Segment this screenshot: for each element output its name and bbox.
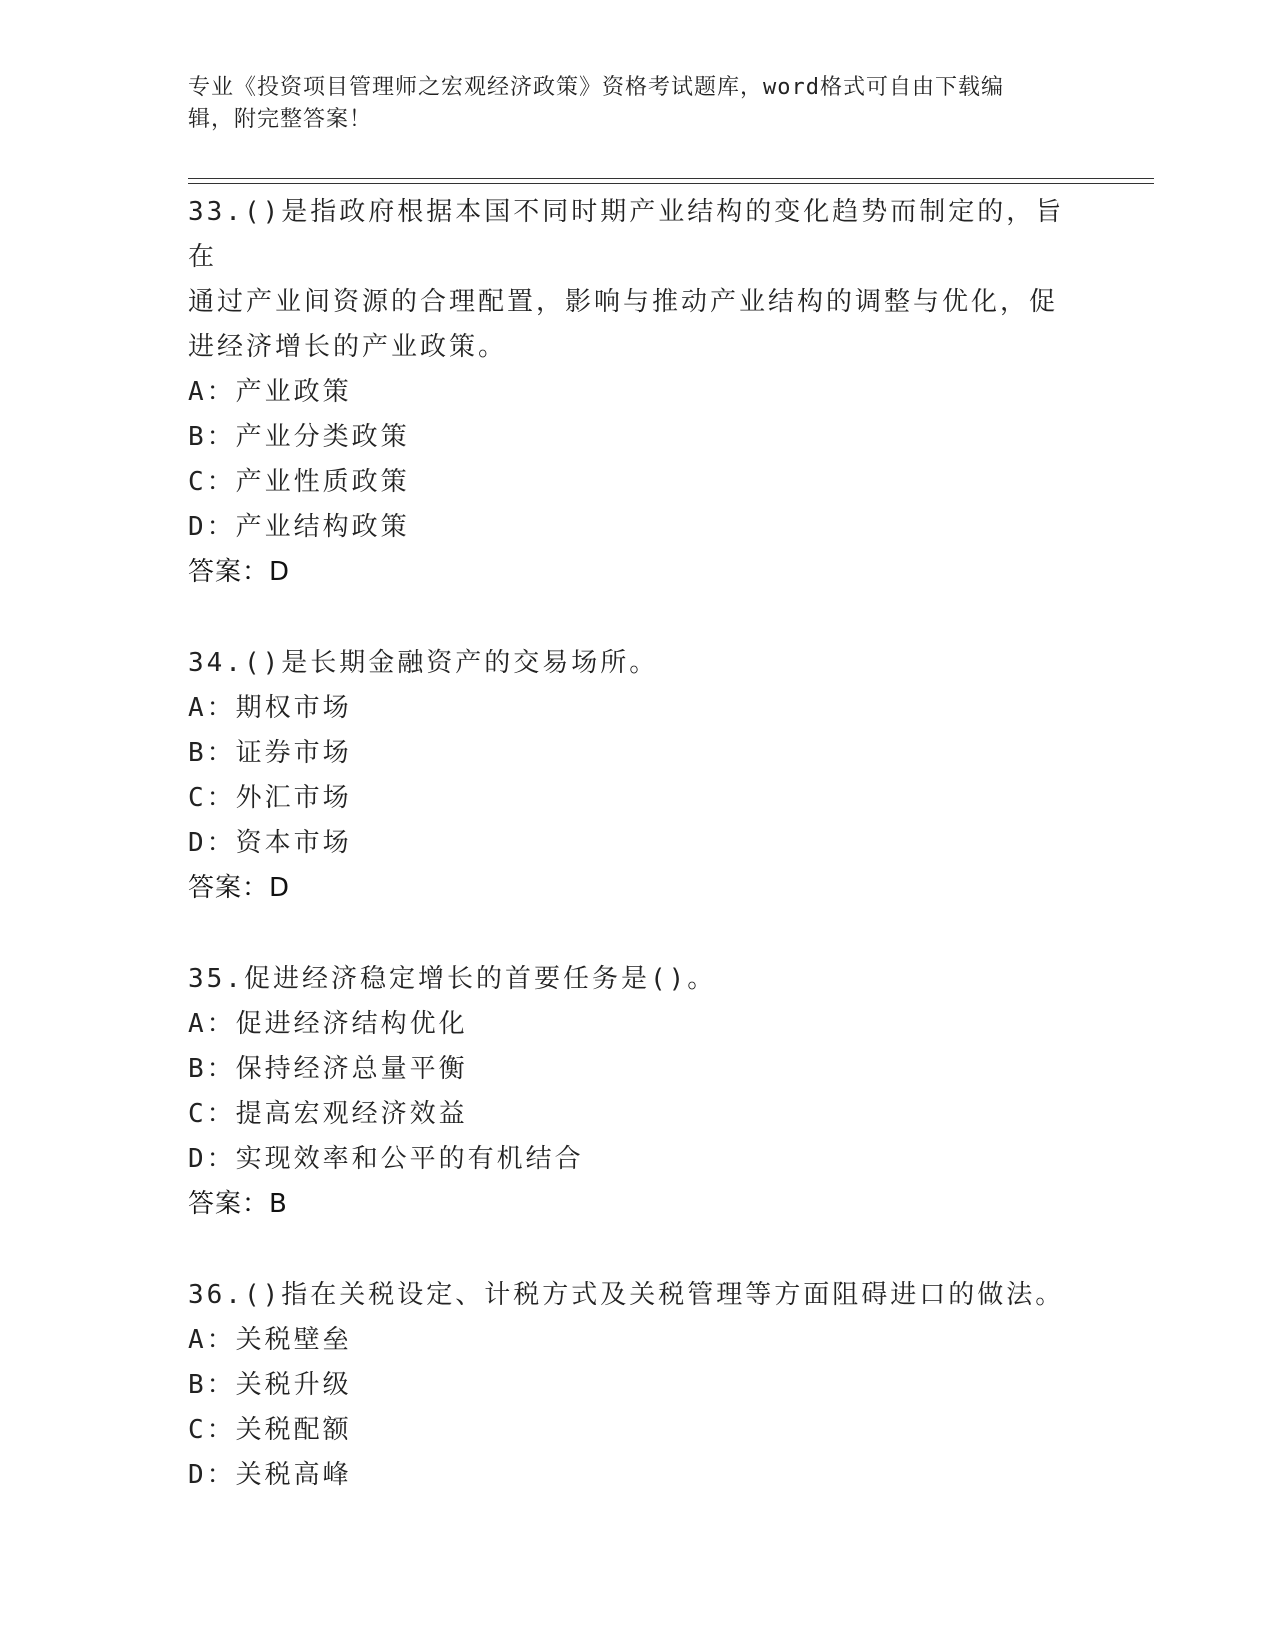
question-35 xyxy=(188,957,1088,1227)
option-b: B：证券市场 xyxy=(188,738,352,768)
option-b: B：关税升级 xyxy=(188,1370,352,1400)
option-a: A：期权市场 xyxy=(188,693,352,723)
question-stem-line: 通过产业间资源的合理配置，影响与推动产业结构的调整与优化，促 xyxy=(188,287,1059,317)
option-b: B：产业分类政策 xyxy=(188,422,410,452)
question-stem-line: 进经济增长的产业政策。 xyxy=(188,332,508,362)
question-stem-line: 35.促进经济稳定增长的首要任务是()。 xyxy=(188,964,717,994)
header-line-1: 专业《投资项目管理师之宏观经济政策》资格考试题库，word格式可自由下载编 xyxy=(188,75,1004,100)
option-d: D：关税高峰 xyxy=(188,1460,352,1490)
answer-line: 答案：D xyxy=(188,557,291,587)
question-33 xyxy=(188,190,1088,595)
option-d: D：产业结构政策 xyxy=(188,512,410,542)
question-stem-line: 34.()是长期金融资产的交易场所。 xyxy=(188,648,659,678)
option-c: C：关税配额 xyxy=(188,1415,352,1445)
document-header xyxy=(188,72,1088,136)
question-stem-line: 33.()是指政府根据本国不同时期产业结构的变化趋势而制定的，旨在 xyxy=(188,197,1065,272)
header-line-2: 辑，附完整答案！ xyxy=(188,107,373,132)
option-d: D：资本市场 xyxy=(188,828,352,858)
option-a: A：促进经济结构优化 xyxy=(188,1009,468,1039)
option-d: D：实现效率和公平的有机结合 xyxy=(188,1144,584,1174)
answer-line: 答案：B xyxy=(188,1189,288,1219)
option-c: C：提高宏观经济效益 xyxy=(188,1099,468,1129)
header-divider-bottom xyxy=(188,183,1154,184)
question-list xyxy=(188,190,1088,1544)
option-c: C：外汇市场 xyxy=(188,783,352,813)
option-a: A：产业政策 xyxy=(188,377,352,407)
question-36 xyxy=(188,1273,1088,1498)
question-34 xyxy=(188,641,1088,911)
option-c: C：产业性质政策 xyxy=(188,467,410,497)
question-stem-line: 36.()指在关税设定、计税方式及关税管理等方面阻碍进口的做法。 xyxy=(188,1280,1065,1310)
answer-line: 答案：D xyxy=(188,873,291,903)
option-a: A：关税壁垒 xyxy=(188,1325,352,1355)
option-b: B：保持经济总量平衡 xyxy=(188,1054,468,1084)
header-divider-top xyxy=(188,178,1154,179)
